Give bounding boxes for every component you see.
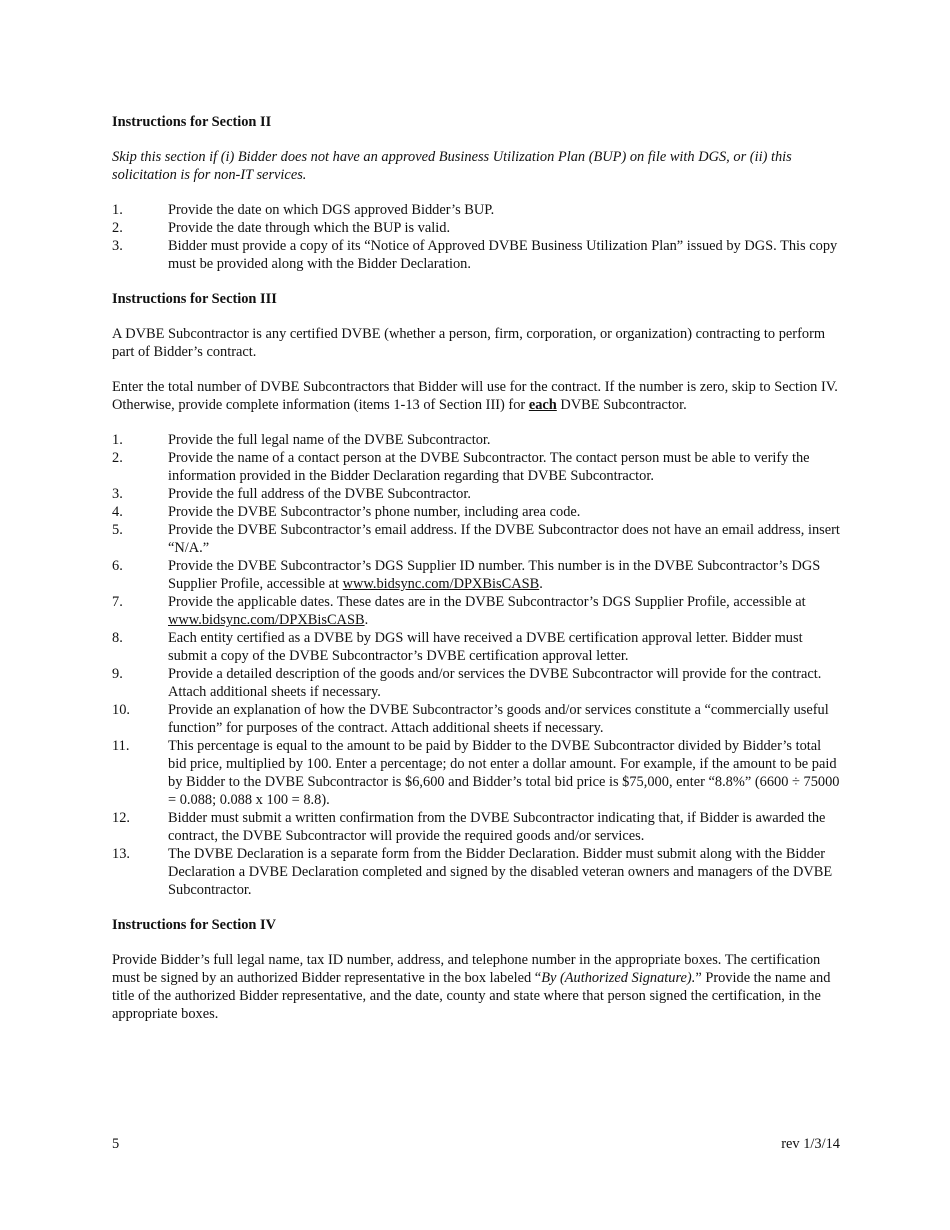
list-item: 1. Provide the date on which DGS approved Bidder’s BUP. <box>112 202 495 218</box>
list-item: 11. This percentage is equal to the amount to be paid by Bidder to the DVBE Subcontractor divided by Bidder’s total bid price, multiplied by 100. Enter a percentage; do not enter a dollar amount. For example, if the amount to be paid by Bidder to the DVBE Subcontractor is $6,600 and Bidder’s total bid price is $75,000, enter “8.8%” (6600 ÷ 75000 = 0.088; 0.088 x 100 = 8.8). <box>112 738 840 808</box>
list-item: 10. Provide an explanation of how the DVBE Subcontractor’s goods and/or services constitute a “commercially useful function” for purposes of the contract. Attach additional sheets if necessary. <box>112 702 829 736</box>
revision-date: rev 1/3/14 <box>781 1136 840 1152</box>
bidsync-link[interactable]: www.bidsync.com/DPXBisCASB <box>168 612 365 628</box>
list-item: 3. Provide the full address of the DVBE Subcontractor. <box>112 486 471 502</box>
section-3-para2: Enter the total number of DVBE Subcontractors that Bidder will use for the contract. If the number is zero, skip to Section IV. Otherwise, provide complete information (items 1-13 of Section III) for each DVBE Subcontractor. <box>112 379 838 413</box>
list-item: 3. Bidder must provide a copy of its “Notice of Approved DVBE Business Utilization Plan” issued by DGS. This copy must be provided along with the Bidder Declaration. <box>112 238 838 272</box>
section-4-para: Provide Bidder’s full legal name, tax ID number, address, and telephone number in the appropriate boxes. The certification must be signed by an authorized Bidder representative in the box labeled “By (Authorized Signature).” Provide the name and title of the authorized Bidder representative, and the date, county and state where that person signed the certification, in the appropriate boxes. <box>112 952 831 1022</box>
list-item: 9. Provide a detailed description of the goods and/or services the DVBE Subcontractor will provide for the contract. Attach additional sheets if necessary. <box>112 666 822 700</box>
list-item: 12. Bidder must submit a written confirmation from the DVBE Subcontractor indicating that, if Bidder is awarded the contract, the DVBE Subcontractor will provide the required goods and/or services. <box>112 810 826 844</box>
section-4-heading: Instructions for Section IV <box>112 917 277 933</box>
emphasis-each: each <box>528 397 557 413</box>
list-item: 6. Provide the DVBE Subcontractor’s DGS Supplier ID number. This number is in the DVBE Subcontractor’s DGS Supplier Profile, accessible at www.bidsync.com/DPXBisCASB. <box>112 558 821 592</box>
section-3-list <box>112 431 840 899</box>
list-item: 4. Provide the DVBE Subcontractor’s phone number, including area code. <box>112 504 581 520</box>
section-2-list <box>112 201 840 273</box>
list-item: 1. Provide the full legal name of the DVBE Subcontractor. <box>112 432 491 448</box>
bidsync-link[interactable]: www.bidsync.com/DPXBisCASB <box>342 576 540 592</box>
page-footer <box>112 1135 840 1153</box>
document-body <box>112 113 840 1040</box>
section-3-para1: A DVBE Subcontractor is any certified DVBE (whether a person, firm, corporation, or organization) contracting to perform part of Bidder’s contract. <box>112 326 826 360</box>
list-item: 13. The DVBE Declaration is a separate form from the Bidder Declaration. Bidder must submit along with the Bidder Declaration a DVBE Declaration completed and signed by the disabled veteran owners and managers of the DVBE Subcontractor. <box>112 846 833 898</box>
section-2-note: Skip this section if (i) Bidder does not have an approved Business Utilization Plan (BUP) on file with DGS, or (ii) this solicitation is for non-IT services. <box>112 149 792 183</box>
page-number: 5 <box>112 1136 120 1152</box>
signature-label: By (Authorized Signature). <box>541 970 696 986</box>
list-item: 7. Provide the applicable dates. These dates are in the DVBE Subcontractor’s DGS Supplier Profile, accessible at www.bidsync.com/DPXBisCASB. <box>112 594 806 628</box>
list-item: 2. Provide the name of a contact person at the DVBE Subcontractor. The contact person must be able to verify the information provided in the Bidder Declaration regarding that DVBE Subcontractor. <box>112 450 810 484</box>
list-item: 8. Each entity certified as a DVBE by DGS will have received a DVBE certification approval letter. Bidder must submit a copy of the DVBE Subcontractor’s DVBE certification approval letter. <box>112 630 803 664</box>
list-item: 5. Provide the DVBE Subcontractor’s email address. If the DVBE Subcontractor does not have an email address, insert “N/A.” <box>112 522 840 556</box>
list-item: 2. Provide the date through which the BUP is valid. <box>112 220 451 236</box>
section-3-heading: Instructions for Section III <box>112 291 277 307</box>
section-2-heading: Instructions for Section II <box>112 114 272 130</box>
